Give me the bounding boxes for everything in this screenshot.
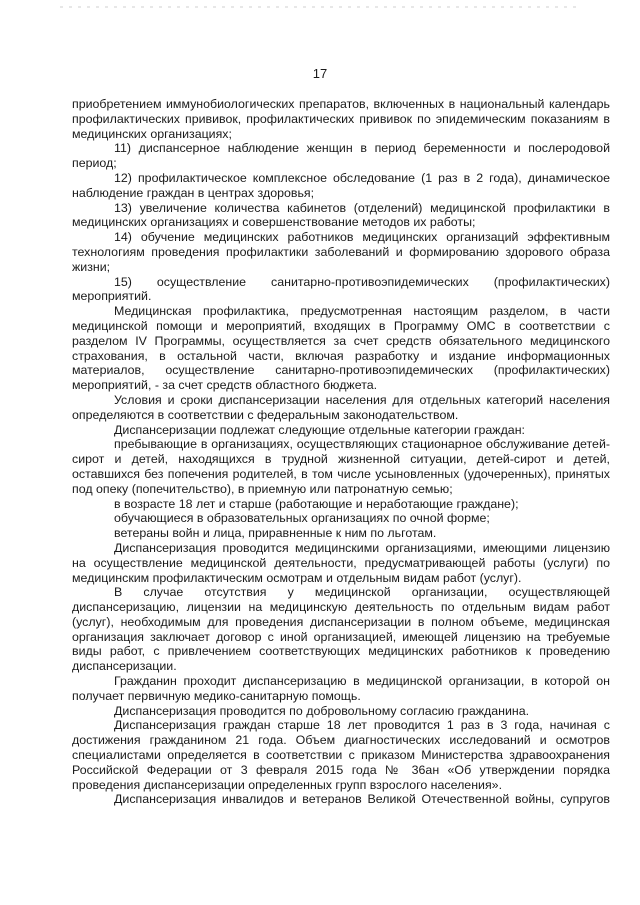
paragraph: 11) диспансерное наблюдение женщин в период беременности и послеродовой период; [72,141,610,171]
paragraph: 14) обучение медицинских работников медицинских организаций эффективным технологиям проведения профилактики заболеваний и формированию здорового образа жизни; [72,230,610,274]
paragraph: Медицинская профилактика, предусмотренная настоящим разделом, в части медицинской помощи и мероприятий, входящих в Программу ОМС в соответствии с разделом IV Программы, осуществляется за счет средств обязательного медицинского страхования, в остальной части, включая разработку и издание информационных материалов, осуществление санитарно-противоэпидемических (профилактических) мероприятий, - за счет средств областного бюджета. [72,304,610,393]
paragraph: В случае отсутствия у медицинской организации, осуществляющей диспансеризацию, лицензии на медицинскую деятельность по отдельным видам работ (услуг), необходимым для проведения диспансеризации в полном объеме, медицинская организация заключает договор с иной организацией, имеющей лицензию на требуемые виды работ, с привлечением соответствующих медицинских работников к проведению диспансеризации. [72,585,610,674]
paragraph: приобретением иммунобиологических препаратов, включенных в национальный календарь профилактических прививок, профилактических прививок по эпидемическим показаниям в медицинских организациях; [72,97,610,141]
document-body [72,97,610,807]
paragraph: Условия и сроки диспансеризации населения для отдельных категорий населения определяются в соответствии с федеральным законодательством. [72,392,610,422]
paragraph: обучающиеся в образовательных организациях по очной форме; [114,511,490,526]
page-number: 17 [312,66,328,81]
paragraph: в возрасте 18 лет и старше (работающие и неработающие граждане); [114,496,519,511]
paragraph: пребывающие в организациях, осуществляющих стационарное обслуживание детей-сирот и детей, находящихся в трудной жизненной ситуации, детей-сирот и детей, оставшихся без попечения родителей, в том числе усыновленных (удочеренных), принятых под опеку (попечительство), в приемную или патронатную семью; [72,437,610,496]
paragraph: Диспансеризации подлежат следующие отдельные категории граждан: [114,422,525,437]
paragraph: Диспансеризация инвалидов и ветеранов Великой Отечественной войны, супругов [114,792,610,807]
paragraph: Диспансеризация проводится по добровольному согласию гражданина. [114,703,530,718]
paragraph: 15) осуществление санитарно-противоэпидемических (профилактических) мероприятий. [72,274,610,304]
paragraph: Гражданин проходит диспансеризацию в медицинской организации, в которой он получает первичную медико-санитарную помощь. [72,674,610,703]
paragraph: 13) увеличение количества кабинетов (отделений) медицинской профилактики в медицинских организациях и совершенствование методов их работы; [72,200,610,230]
paragraph: 12) профилактическое комплексное обследование (1 раз в 2 года), динамическое наблюдение граждан в центрах здоровья; [72,170,610,200]
paragraph: ветераны войн и лица, приравненные к ним по льготам. [114,526,437,541]
scan-artifact [60,6,580,8]
paragraph: Диспансеризация граждан старше 18 лет проводится 1 раз в 3 года, начиная с достижения гражданином 21 года. Объем диагностических исследований и осмотров специалистами определяется в соответствии с приказом Министерства здравоохранения Российской Федерации от 3 февраля 2015 года № 36ан «Об утверждении порядка проведения диспансеризации определенных групп взрослого населения». [72,718,610,792]
paragraph: Диспансеризация проводится медицинскими организациями, имеющими лицензию на осуществление медицинской деятельности, предусматривающей работы (услуги) по медицинским профилактическим осмотрам и отдельным видам работ (услуг). [72,540,610,585]
